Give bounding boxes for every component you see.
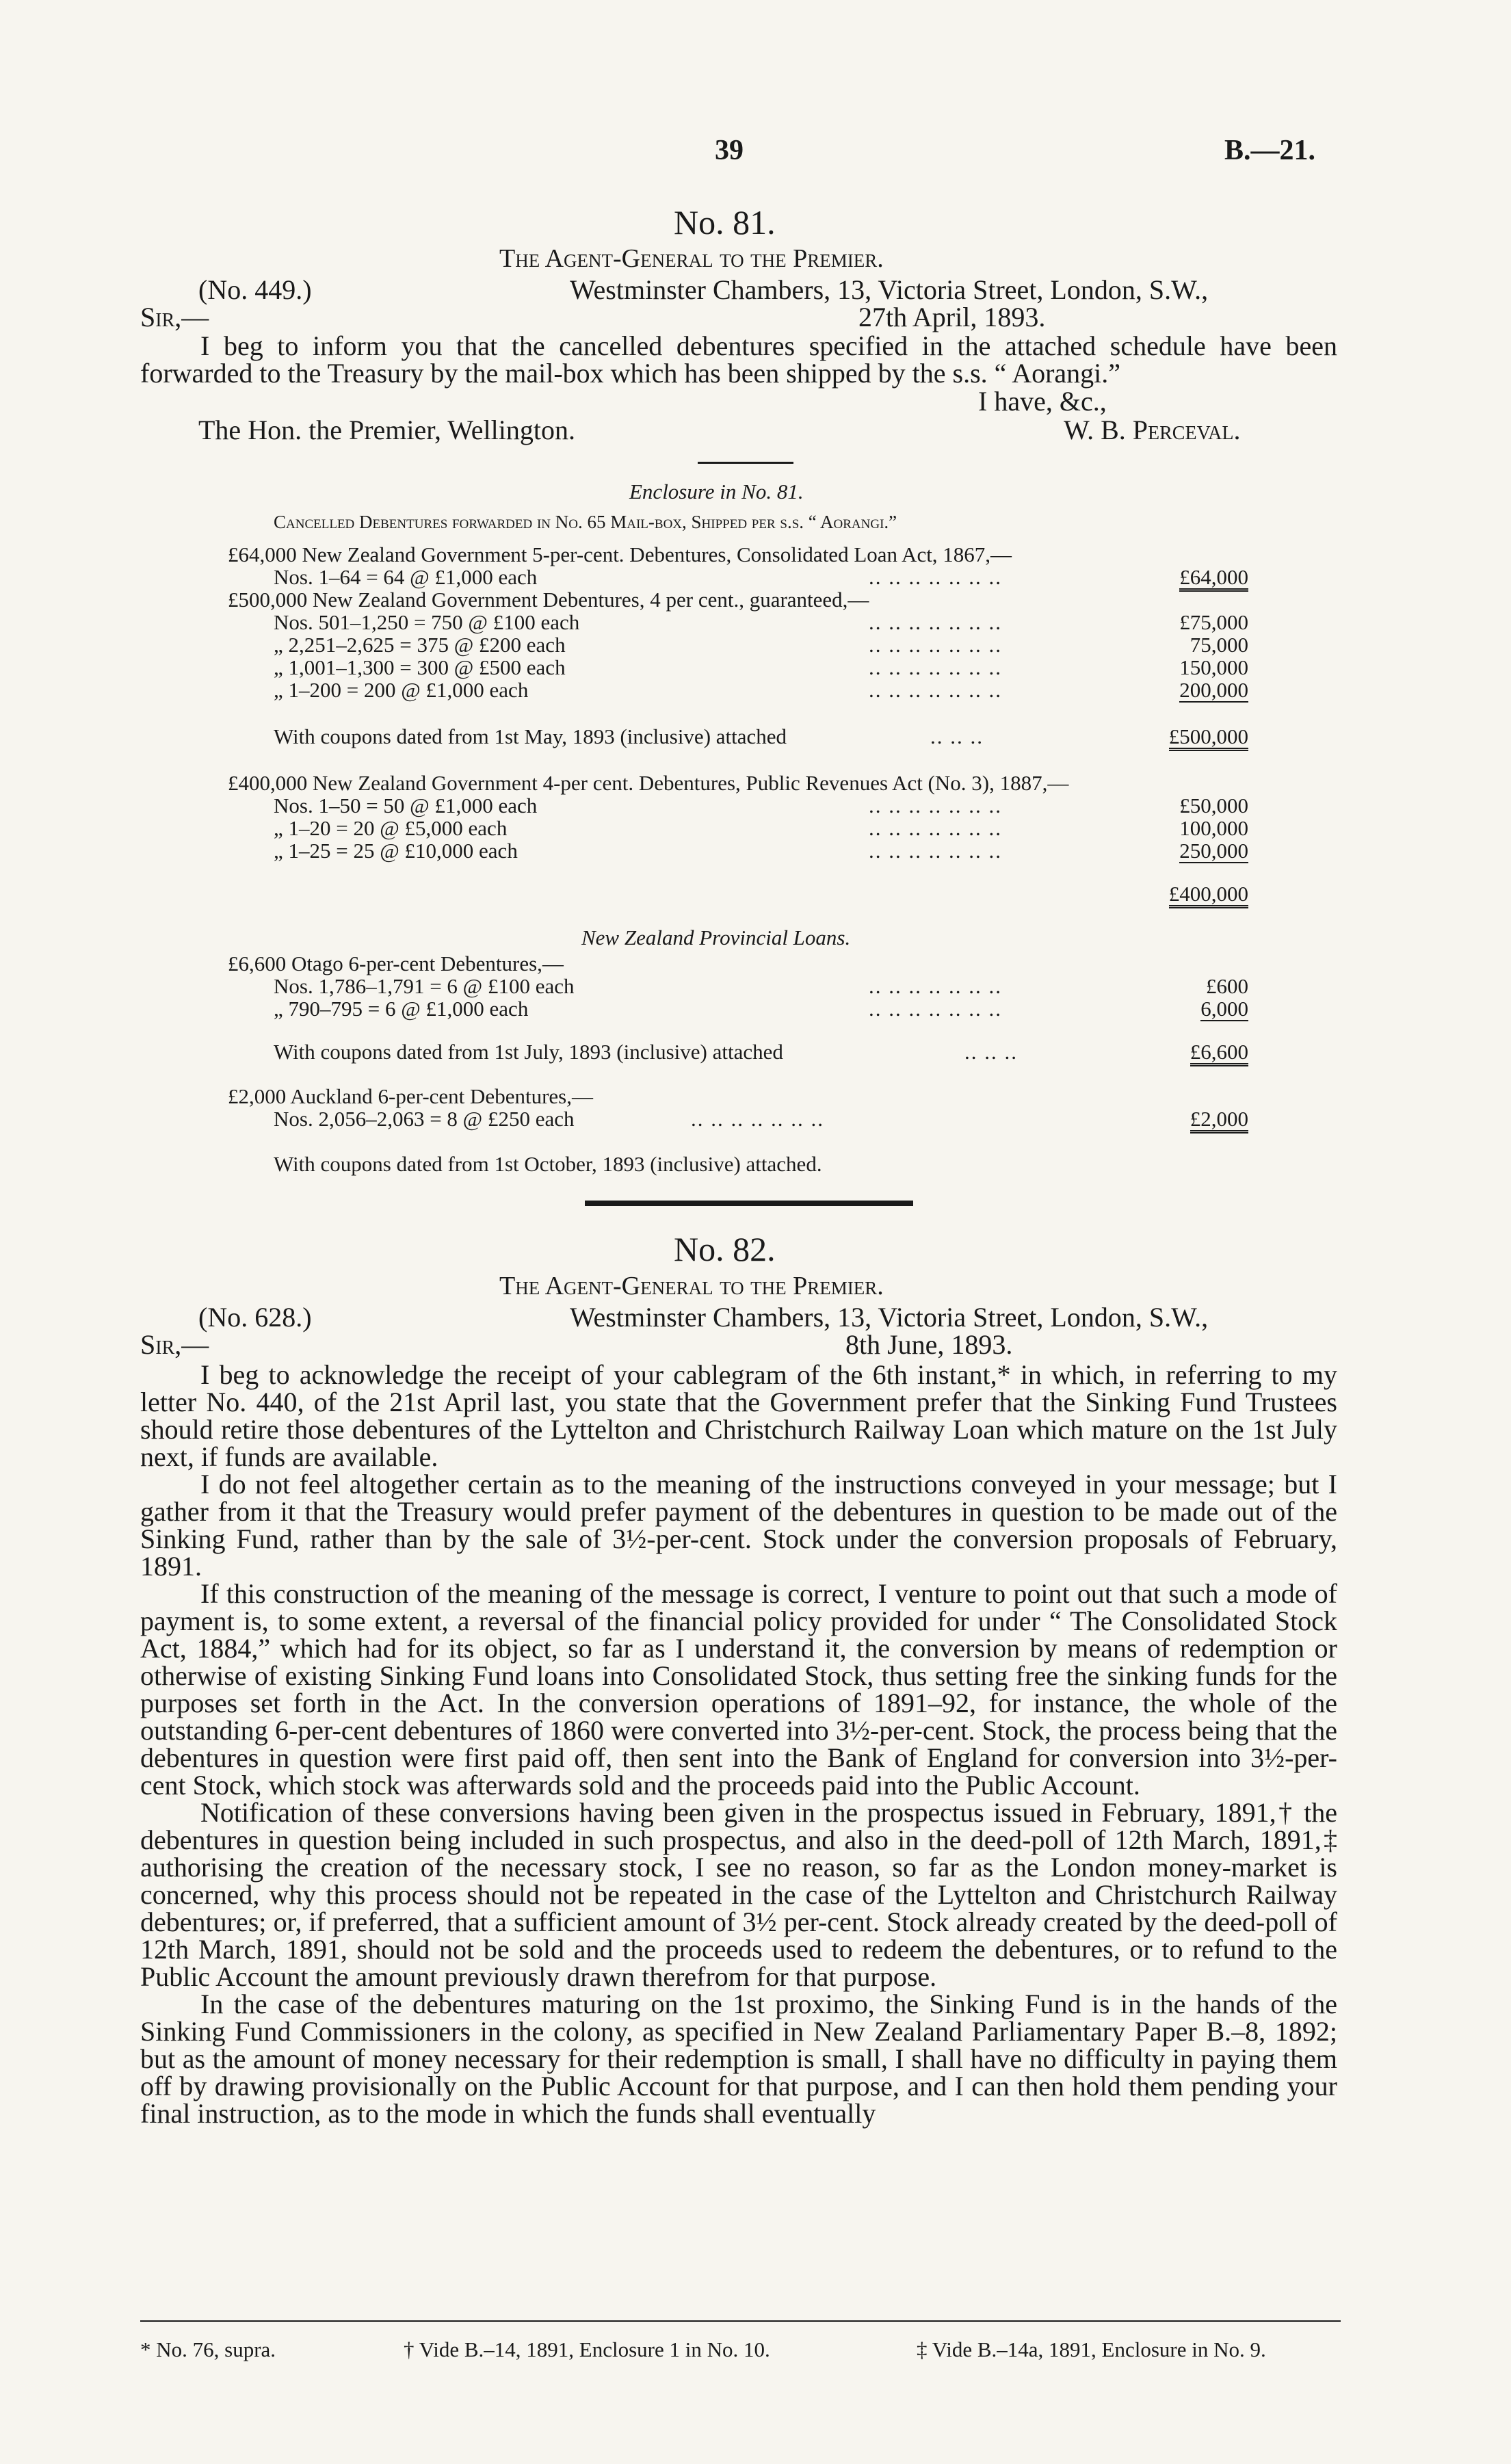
letter-82-paragraph-5: In the case of the debentures maturing on the 1st proximo, the Sinking Fund is in the hands of the Sinking Fund Commissioners in the colony, as specified in New Zealand Parliamentary Paper B.–8, 1892; but as the amount of money necessary for their redemption is small, I shall have no difficulty in paying them off by drawing provisionally on the Public Account for that purpose, and I can then hold them pending your final instruction, as to the mode in which the funds shall eventually	[140, 1989, 1337, 2129]
letter-82-number: No. 82.	[674, 1230, 776, 1268]
group-2-total-row	[274, 725, 1248, 748]
group-total: £400,000	[1169, 882, 1248, 908]
group-4-title: £6,600 Otago 6-per-cent Debentures,—	[228, 952, 564, 975]
short-divider	[698, 462, 793, 464]
leader-dots: .. .. ..	[930, 724, 984, 748]
leader-dots: .. .. .. .. .. .. ..	[869, 565, 1002, 589]
footnote-divider	[140, 2320, 1341, 2322]
leader-dots: .. .. .. .. .. .. ..	[869, 633, 1002, 657]
provincial-loans-title: New Zealand Provincial Loans.	[581, 926, 851, 949]
letter-81-closing: I have, &c.,	[978, 386, 1107, 417]
table-row	[274, 1108, 1248, 1130]
row-amount: £75,000	[1179, 610, 1248, 634]
letter-81-addressee: The Hon. the Premier, Wellington.	[198, 415, 575, 445]
leader-dots: .. .. .. .. .. .. ..	[869, 997, 1002, 1021]
letter-82-paragraph-4: Notification of these conversions having been given in the prospectus issued in February, 1891,† the debentures in question being included in such prospectus, and also in the deed-poll of 12th March, 1891,‡ authorising the creation of the necessary stock, I see no reason, so far as the London money-market is concerned, why this process should not be repeated in the case of the Lyttelton and Christchurch Railway debentures; or, if preferred, that a sufficient amount of 3½ per-cent. Stock already created by the deed-poll of 12th March, 1891, should not be sold and the proceeds used to redeem the debentures, or to refund to the Public Account the amount previously drawn therefrom for that purpose.	[140, 1797, 1337, 1992]
table-row	[274, 679, 1248, 701]
letter-82-paragraph-1: I beg to acknowledge the receipt of your cablegram of the 6th instant,* in which, in referring to my letter No. 440, of the 21st April last, you state that the Government prefer that the Sinking Fund Trustees should retire those debentures of the Lyttelton and Christchurch Railway Loan which mature on the 1st July next, if funds are available.	[140, 1359, 1337, 1472]
enclosure-heading: Cancelled Debentures forwarded in No. 65 Mail-box, Shipped per s.s. “ Aorangi.”	[274, 512, 897, 532]
row-label: Nos. 1–64 = 64 @ £1,000 each	[274, 565, 538, 589]
row-amount: £2,000	[1190, 1108, 1248, 1133]
row-label: Nos. 2,056–2,063 = 8 @ £250 each	[274, 1107, 575, 1131]
letter-82-paragraph-2: I do not feel altogether certain as to the meaning of the instructions conveyed in your message; but I gather from it that the Treasury would prefer payment of the debentures in question to be made out of the Sinking Fund, rather than by the sale of 3½-per-cent. Stock under the conversion proposals of February, 1891.	[140, 1469, 1337, 1582]
leader-dots: .. .. .. .. .. .. ..	[691, 1107, 824, 1131]
leader-dots: .. .. .. .. .. .. ..	[869, 678, 1002, 702]
table-row	[274, 882, 1248, 905]
leader-dots: .. .. .. .. .. .. ..	[869, 655, 1002, 679]
group-3-total-row	[274, 882, 1248, 905]
letter-82-ref: (No. 628.)	[198, 1302, 312, 1333]
row-amount: 250,000	[1179, 839, 1248, 863]
table-row	[274, 975, 1248, 997]
row-amount: £64,000	[1179, 566, 1248, 592]
leader-dots: .. .. .. .. .. .. ..	[869, 839, 1002, 863]
coupons-note: With coupons dated from 1st May, 1893 (inclusive) attached	[274, 724, 787, 748]
row-amount: £50,000	[1179, 794, 1248, 817]
row-label: Nos. 1,786–1,791 = 6 @ £100 each	[274, 974, 575, 998]
table-row	[274, 817, 1248, 839]
row-amount: 200,000	[1179, 678, 1248, 702]
letter-81-from-to: The Agent-General to the Premier.	[499, 244, 884, 273]
row-amount: £600	[1206, 974, 1248, 998]
row-label: „ 2,251–2,625 = 375 @ £200 each	[274, 633, 566, 657]
group-3-title: £400,000 New Zealand Government 4-per cent. Debentures, Public Revenues Act (No. 3), 1887,—	[228, 771, 1069, 795]
footnote-2: † Vide B.–14, 1891, Enclosure 1 in No. 10.	[404, 2337, 770, 2361]
letter-81-date: 27th April, 1893.	[858, 302, 1046, 332]
group-4-total-row	[274, 1040, 1248, 1063]
letter-82-from-to: The Agent-General to the Premier.	[499, 1272, 884, 1300]
row-label: „ 1–25 = 25 @ £10,000 each	[274, 839, 518, 863]
coupons-note: With coupons dated from 1st July, 1893 (inclusive) attached	[274, 1040, 783, 1064]
table-row	[274, 611, 1248, 633]
page-number: 39	[715, 135, 744, 166]
row-label: Nos. 1–50 = 50 @ £1,000 each	[274, 794, 538, 817]
row-label: „ 1–20 = 20 @ £5,000 each	[274, 816, 508, 840]
table-row	[274, 656, 1248, 679]
group-2-title: £500,000 New Zealand Government Debentures, 4 per cent., guaranteed,—	[228, 588, 869, 612]
letter-82-address: Westminster Chambers, 13, Victoria Street, London, S.W.,	[570, 1302, 1209, 1333]
table-row	[274, 725, 1248, 748]
document-reference: B.—21.	[1224, 135, 1316, 166]
letter-82-salutation: Sir,—	[140, 1329, 209, 1360]
group-5-title: £2,000 Auckland 6-per-cent Debentures,—	[228, 1084, 593, 1108]
letter-82-date: 8th June, 1893.	[845, 1329, 1013, 1360]
table-row	[274, 839, 1248, 862]
table-row	[274, 794, 1248, 817]
table-row	[274, 997, 1248, 1020]
table-row	[274, 566, 1248, 588]
letter-81-signature: W. B. Perceval.	[1064, 415, 1241, 445]
leader-dots: .. .. ..	[964, 1040, 1018, 1064]
table-row	[274, 633, 1248, 656]
table-row	[274, 1040, 1248, 1063]
group-2-table	[274, 611, 1248, 701]
enclosure-title: Enclosure in No. 81.	[629, 480, 804, 503]
group-5-coupons-note: With coupons dated from 1st October, 1893 (inclusive) attached.	[274, 1152, 822, 1176]
group-4-table	[274, 975, 1248, 1020]
row-amount: 6,000	[1200, 997, 1248, 1021]
group-total: £500,000	[1169, 725, 1248, 751]
leader-dots: .. .. .. .. .. .. ..	[869, 974, 1002, 998]
letter-81-body	[140, 332, 1337, 387]
row-amount: 100,000	[1179, 816, 1248, 840]
letter-82-body	[140, 1361, 1337, 2127]
row-label: Nos. 501–1,250 = 750 @ £100 each	[274, 610, 580, 634]
letter-81-number: No. 81.	[674, 203, 776, 241]
group-5-table	[274, 1108, 1248, 1130]
group-3-table	[274, 794, 1248, 862]
row-label: „ 790–795 = 6 @ £1,000 each	[274, 997, 529, 1021]
row-amount: 75,000	[1190, 633, 1248, 657]
group-1-table	[274, 566, 1248, 588]
group-1-title: £64,000 New Zealand Government 5-per-cent. Debentures, Consolidated Loan Act, 1867,—	[228, 542, 1012, 566]
letter-81-address: Westminster Chambers, 13, Victoria Street, London, S.W.,	[570, 274, 1209, 305]
row-label: „ 1–200 = 200 @ £1,000 each	[274, 678, 529, 702]
leader-dots: .. .. .. .. .. .. ..	[869, 816, 1002, 840]
letter-81-ref: (No. 449.)	[198, 274, 312, 305]
footnote-3: ‡ Vide B.–14a, 1891, Enclosure in No. 9.	[917, 2337, 1266, 2361]
group-total: £6,600	[1190, 1040, 1248, 1066]
letter-81-salutation: Sir,—	[140, 302, 209, 332]
leader-dots: .. .. .. .. .. .. ..	[869, 610, 1002, 634]
footnote-1: * No. 76, supra.	[140, 2337, 276, 2361]
letter-82-paragraph-3: If this construction of the meaning of the message is correct, I venture to point out that such a mode of payment is, to some extent, a reversal of the financial policy provided for under “ The Consolidated Stock Act, 1884,” which had for its object, so far as I understand it, the conversion by means of redemption or otherwise of existing Sinking Fund loans into Consolidated Stock, thus setting free the sinking funds for the purposes set forth in the Act. In the conversion operations of 1891–92, for instance, the whole of the outstanding 6-per-cent debentures of 1860 were converted into 3½-per-cent. Stock, the process being that the debentures in question were first paid off, then sent into the Bank of England for conversion into 3½-per-cent Stock, which stock was afterwards sold and the proceeds paid into the Public Account.	[140, 1578, 1337, 1800]
leader-dots: .. .. .. .. .. .. ..	[869, 794, 1002, 817]
row-amount: 150,000	[1179, 655, 1248, 679]
row-label: „ 1,001–1,300 = 300 @ £500 each	[274, 655, 566, 679]
letter-81-paragraph: I beg to inform you that the cancelled debentures specified in the attached schedule have been forwarded to the Treasury by the mail-box which has been shipped by the s.s. “ Aorangi.”	[140, 330, 1337, 389]
section-divider	[585, 1201, 913, 1206]
